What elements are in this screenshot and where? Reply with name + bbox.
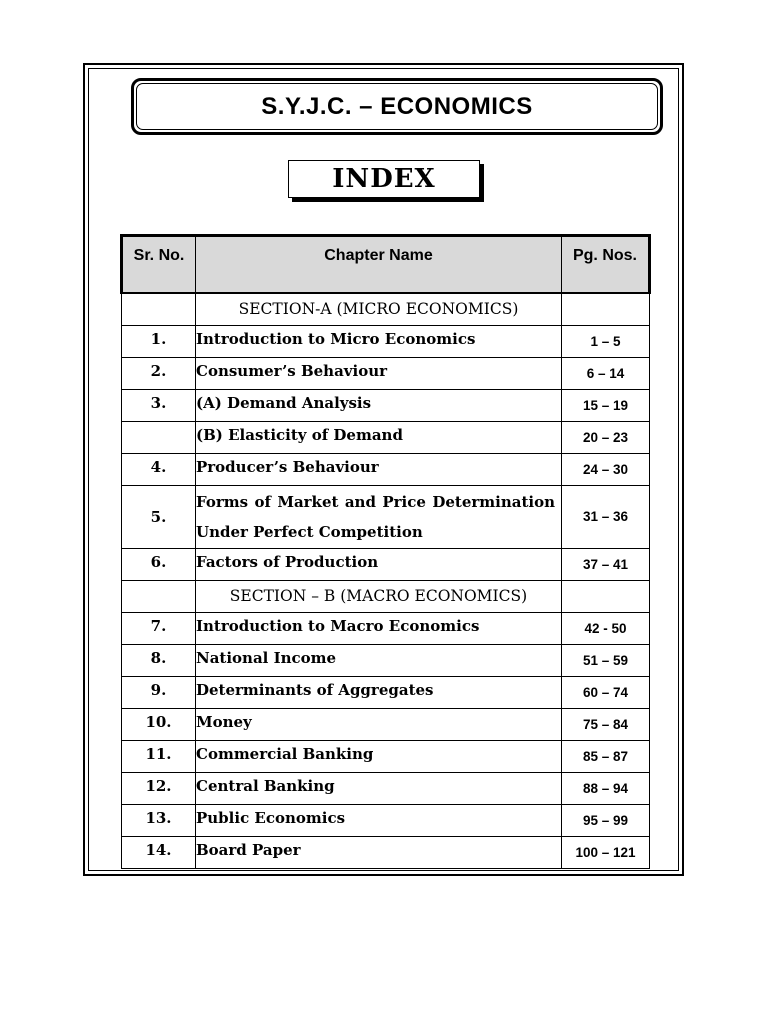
page-range: 31 – 36 [562, 485, 650, 548]
table-row [122, 485, 650, 548]
chapter-name [196, 485, 562, 548]
sr-no: 14. [122, 836, 196, 868]
page-range: 51 – 59 [562, 644, 650, 676]
chapter-name: Introduction to Micro Economics [196, 325, 562, 357]
column-header-sr-no: Sr. No. [122, 236, 196, 293]
sr-no: 8. [122, 644, 196, 676]
chapter-name: Determinants of Aggregates [196, 676, 562, 708]
sr-no: 3. [122, 389, 196, 421]
page-range: 1 – 5 [562, 325, 650, 357]
table-row [122, 772, 650, 804]
table-row [122, 644, 650, 676]
page-range: 75 – 84 [562, 708, 650, 740]
sr-no: 10. [122, 708, 196, 740]
chapter-name: Public Economics [196, 804, 562, 836]
column-header-page-numbers: Pg. Nos. [562, 236, 650, 293]
index-table [120, 234, 651, 869]
section-row [122, 293, 650, 326]
chapter-name: National Income [196, 644, 562, 676]
sr-no: 1. [122, 325, 196, 357]
chapter-name: Central Banking [196, 772, 562, 804]
table-row [122, 836, 650, 868]
chapter-name: (A) Demand Analysis [196, 389, 562, 421]
page-range: 60 – 74 [562, 676, 650, 708]
page-range: 100 – 121 [562, 836, 650, 868]
table-row [122, 357, 650, 389]
table-row [122, 612, 650, 644]
sr-no: 9. [122, 676, 196, 708]
sr-no [122, 421, 196, 453]
table-row [122, 708, 650, 740]
sr-no: 6. [122, 548, 196, 580]
chapter-name-line-1: Forms of Market and Price Determination [196, 492, 555, 511]
chapter-name: Money [196, 708, 562, 740]
page-title: S.Y.J.C. – ECONOMICS [136, 83, 658, 130]
table-row [122, 421, 650, 453]
page-range: 24 – 30 [562, 453, 650, 485]
page-range: 20 – 23 [562, 421, 650, 453]
table-row [122, 676, 650, 708]
index-heading: INDEX [288, 160, 480, 198]
table-row [122, 389, 650, 421]
table-row [122, 325, 650, 357]
table-row [122, 804, 650, 836]
table-row [122, 453, 650, 485]
chapter-name-line-2: Under Perfect Competition [196, 522, 423, 541]
table-row [122, 548, 650, 580]
chapter-name: (B) Elasticity of Demand [196, 421, 562, 453]
chapter-name: Producer’s Behaviour [196, 453, 562, 485]
table-row [122, 740, 650, 772]
page-range: 88 – 94 [562, 772, 650, 804]
chapter-name: Commercial Banking [196, 740, 562, 772]
section-b-title: SECTION – B (MACRO ECONOMICS) [196, 580, 562, 612]
sr-no: 2. [122, 357, 196, 389]
page-range: 37 – 41 [562, 548, 650, 580]
chapter-name: Board Paper [196, 836, 562, 868]
page-range: 85 – 87 [562, 740, 650, 772]
sr-no: 5. [122, 485, 196, 548]
chapter-name: Introduction to Macro Economics [196, 612, 562, 644]
sr-no: 11. [122, 740, 196, 772]
page-range: 42 - 50 [562, 612, 650, 644]
sr-no: 7. [122, 612, 196, 644]
chapter-name: Factors of Production [196, 548, 562, 580]
page-range: 95 – 99 [562, 804, 650, 836]
table-header-row [122, 236, 650, 293]
sr-no: 13. [122, 804, 196, 836]
chapter-name: Consumer’s Behaviour [196, 357, 562, 389]
page-range: 6 – 14 [562, 357, 650, 389]
column-header-chapter-name: Chapter Name [196, 236, 562, 293]
sr-no: 4. [122, 453, 196, 485]
page-range: 15 – 19 [562, 389, 650, 421]
sr-no: 12. [122, 772, 196, 804]
section-a-title: SECTION-A (MICRO ECONOMICS) [196, 293, 562, 326]
section-row [122, 580, 650, 612]
